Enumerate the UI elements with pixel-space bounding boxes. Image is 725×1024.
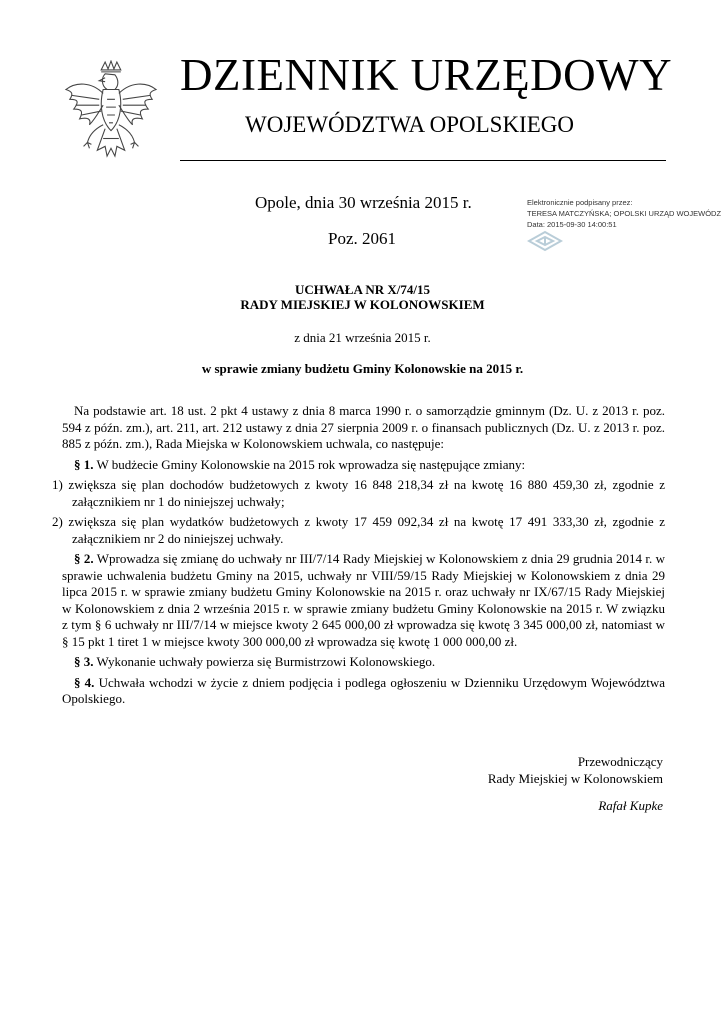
- signoff-council: Rady Miejskiej w Kolonowskiem: [487, 771, 663, 786]
- place-date: Opole, dnia 30 września 2015 r.: [255, 193, 472, 212]
- e-signature-mark-icon: [527, 230, 563, 252]
- section-4-label: § 4.: [74, 674, 95, 690]
- resolution-subject: w sprawie zmiany budżetu Gminy Kolonowskie na 2015 r.: [201, 361, 524, 376]
- signoff-block: [488, 753, 663, 787]
- section-3-text: Wykonanie uchwały powierza się Burmistrzowi Kolonowskiego.: [93, 654, 436, 669]
- list-item-2: 2) zwiększa się plan wydatków budżetowych z kwoty 17 459 092,34 zł na kwotę 17 491 333,30 zł, zgodnie z załącznikiem nr 2 do niniejszej uchwały.: [52, 514, 665, 546]
- section-1-text: W budżecie Gminy Kolonowskie na 2015 rok wprowadza się następujące zmiany:: [93, 456, 526, 472]
- resolution-council: RADY MIEJSKIEJ W KOLONOWSKIEM: [240, 297, 485, 312]
- section-4-text: Uchwała wchodzi w życie z dniem podjęcia i podlega ogłoszeniu w Dzienniku Urzędowym Województwa Opolskiego.: [62, 674, 665, 706]
- section-4: [62, 675, 665, 708]
- resolution-title: UCHWAŁA NR X/74/15: [294, 282, 431, 297]
- electronic-signature-block: [527, 197, 722, 255]
- signoff-role: Przewodniczący: [577, 754, 663, 769]
- section-1-label: § 1.: [74, 456, 94, 472]
- resolution-date: z dnia 21 września 2015 r.: [294, 330, 431, 345]
- section-3-label: § 3.: [74, 654, 94, 669]
- preamble-paragraph: Na podstawie art. 18 ust. 2 pkt 4 ustawy z dnia 8 marca 1990 r. o samorządzie gminnym (Dz. U. z 2013 r. poz. 594 z późn. zm.), art. 211, art. 212 ustawy z dnia 27 sierpnia 2009 r. o finansach publicznych (Dz. U. z 2013 r. poz. 885 z późn. zm.), Rada Miejska w Kolonowskiem uchwala, co następuje:: [62, 403, 665, 451]
- section-2-text: Wprowadza się zmianę do uchwały nr III/7/14 Rady Miejskiej w Kolonowskiem z dnia 29 grudnia 2014 r. w sprawie uchwalenia budżetu Gminy na 2015, uchwały nr VIII/59/15 Rady Miejskiej w Kolonowskiem z dnia 29 lipca 2015 r. w sprawie zmiany budżetu Gminy Kolonowskie na 2015 r. oraz uchwały nr IX/67/15 Rady Miejskiej w Kolonowskiem z dnia 2 września 2015 r. w sprawie zmiany budżetu Gminy Kolonowskie na 2015 r. W związku z tym § 6 uchwały nr III/7/14 w miejsce kwoty 2 645 000,00 zł wprowadza się kwotę 3 345 000,00 zł, natomiast w § 15 pkt 1 tiret 1 w miejsce kwoty 300 000,00 zł wprowadza się kwotę 1 000 000,00 zł.: [62, 551, 666, 649]
- list-item-1: 1) zwiększa się plan dochodów budżetowych z kwoty 16 848 218,34 zł na kwotę 16 880 459,30 zł, zgodnie z załącznikiem nr 1 do niniejszej uchwały;: [52, 477, 665, 509]
- section-3: [62, 654, 665, 671]
- position-number: Poz. 2061: [328, 229, 396, 248]
- section-2: [62, 551, 665, 650]
- masthead-divider: [180, 160, 666, 161]
- masthead-title: DZIENNIK URZĘDOWY: [180, 50, 673, 100]
- signoff-name: Rafał Kupke: [598, 798, 663, 813]
- white-eagle-emblem-icon: [62, 60, 160, 168]
- signature-date: Data: 2015-09-30 14:00:51: [527, 220, 617, 229]
- signature-label: Elektronicznie podpisany przez:: [527, 198, 633, 207]
- signature-signer: TERESA MATCZYŃSKA; OPOLSKI URZĄD WOJEWÓDZ: [527, 209, 722, 218]
- masthead-subtitle: WOJEWÓDZTWA OPOLSKIEGO: [245, 112, 574, 137]
- section-1: [62, 457, 665, 474]
- body-text: [52, 403, 666, 708]
- section-2-label: § 2.: [74, 551, 94, 566]
